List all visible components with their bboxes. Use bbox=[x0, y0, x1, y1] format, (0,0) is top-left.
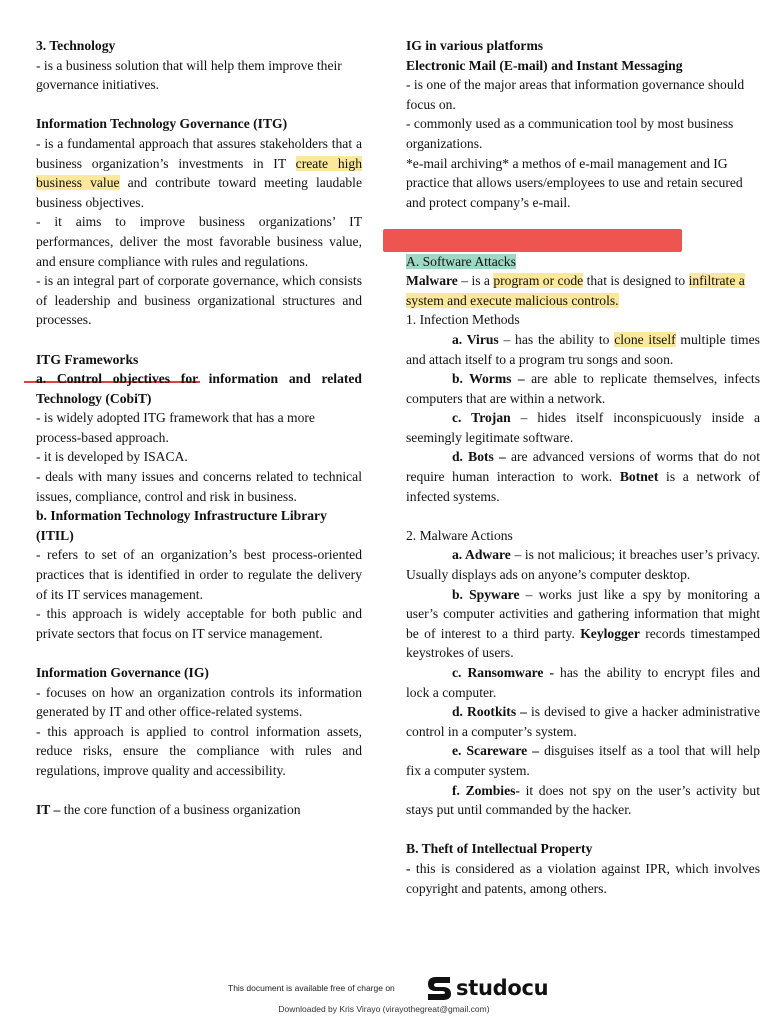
itil-text-2: - this approach is widely acceptable for both public and private sectors that focus on IT service management. bbox=[36, 606, 362, 641]
spyware-item: b. Spyware – works just like a spy by monitoring a user’s computer activities and gathering information that might be of interest to a third party. Keylogger records timestamped keystrokes of users. bbox=[406, 586, 760, 661]
ig-text-2: - this approach is applied to control information assets, reduce risks, ensure the compliance with rules and regulations, improve quality and accessibility. bbox=[36, 723, 362, 778]
ig-heading: Information Governance (IG) bbox=[36, 665, 209, 680]
technology-heading: 3. Technology bbox=[36, 38, 116, 53]
itil-heading: b. Information Technology Infrastructure Library (ITIL) bbox=[36, 508, 327, 543]
cobit-text-1: - is widely adopted ITG framework that has a more process-based approach. bbox=[36, 410, 315, 445]
right-column bbox=[406, 36, 760, 898]
platforms-heading: IG in various platforms bbox=[406, 38, 544, 53]
itil-text-1: - refers to set of an organization’s best process-oriented practices that is identified in order to regulate the delivery of its IT services management. bbox=[36, 547, 362, 602]
malware-actions-heading: 2. Malware Actions bbox=[406, 527, 513, 543]
worms-item: b. Worms – are able to replicate themselves, infects computers that are within a network. bbox=[406, 371, 760, 406]
technology-text: - is a business solution that will help them improve their governance initiatives. bbox=[36, 57, 342, 93]
highlight-create-value: create high business value bbox=[36, 155, 363, 191]
itg-heading: Information Technology Governance (ITG) bbox=[36, 116, 288, 132]
studocu-logo[interactable] bbox=[424, 974, 548, 1002]
trojan-item: c. Trojan – hides itself inconspicuously inside a seemingly legitimate software. bbox=[406, 410, 760, 445]
itg-frameworks-heading: ITG Frameworks bbox=[36, 351, 139, 367]
download-attribution: Downloaded by Kris Virayo (virayothegreat@gmail.com) bbox=[278, 1004, 490, 1014]
available-text: This document is available free of charge on bbox=[228, 983, 395, 993]
email-text-2: - commonly used as a communication tool by most business organizations. bbox=[406, 116, 734, 151]
zombies-item: f. Zombies- it does not spy on the user’s activity but stays put until commanded by the hacker. bbox=[406, 782, 760, 818]
ig-text-1: - focuses on how an organization controls its information generated by IT and other office-related systems. bbox=[36, 684, 362, 720]
left-column bbox=[36, 36, 362, 820]
studocu-logo-icon bbox=[424, 974, 454, 1002]
cobit-text-3: - deals with many issues and concerns related to technical issues, compliance, control and risk in business. bbox=[36, 469, 362, 504]
itg-paragraph-1: - is a fundamental approach that assures stakeholders that a business organization’s investments in IT create high business value and contribute toward meeting laudable business objectives. bbox=[36, 135, 363, 210]
infection-methods-heading: 1. Infection Methods bbox=[406, 312, 520, 328]
itg-paragraph-3: - is an integral part of corporate governance, which consists of leadership and business organizational structures and processes. bbox=[36, 273, 362, 328]
cobit-text-2: - it is developed by ISACA. bbox=[36, 449, 188, 465]
it-definition: IT – the core function of a business organization bbox=[36, 802, 301, 818]
itg-paragraph-2: - it aims to improve business organizations’ IT performances, deliver the most favorable business value, and ensure compliance with rules and regulations. bbox=[36, 214, 362, 269]
theft-ip-heading: B. Theft of Intellectual Property bbox=[406, 841, 593, 857]
ransomware-item: c. Ransomware - has the ability to encrypt files and lock a computer. bbox=[406, 665, 760, 700]
cobit-heading: a. Control objectives for information and related Technology (CobiT) bbox=[36, 371, 362, 406]
theft-ip-text: - this is considered as a violation against IPR, which involves copyright and patents, among others. bbox=[406, 860, 760, 896]
email-text-3: *e-mail archiving* a methos of e-mail management and IG practice that allows users/employees to use and retain secured and protect company’s e-mail. bbox=[406, 155, 743, 210]
studocu-wordmark: studocu bbox=[456, 976, 549, 1000]
scareware-item: e. Scareware – disguises itself as a tool that will help fix a computer system. bbox=[406, 743, 760, 778]
bots-item: d. Bots – are advanced versions of worms that do not require human interaction to work. Botnet is a network of infected systems. bbox=[406, 449, 761, 504]
email-heading: Electronic Mail (E-mail) and Instant Messaging bbox=[406, 57, 683, 73]
adware-item: a. Adware – is not malicious; it breaches user’s privacy. Usually displays ads on anyone’s computer desktop. bbox=[406, 547, 760, 583]
software-attacks-heading: A. Software Attacks bbox=[406, 253, 516, 269]
virus-item: a. Virus – has the ability to clone itself multiple times and attach itself to a program tru songs and soon. bbox=[406, 331, 760, 367]
malware-definition: Malware – is a program or code that is designed to infiltrate a system and execute malicious controls. bbox=[406, 273, 745, 308]
email-text-1: - is one of the major areas that information governance should focus on. bbox=[406, 77, 745, 112]
rootkits-item: d. Rootkits – is devised to give a hacker administrative control in a computer’s system. bbox=[406, 704, 760, 739]
